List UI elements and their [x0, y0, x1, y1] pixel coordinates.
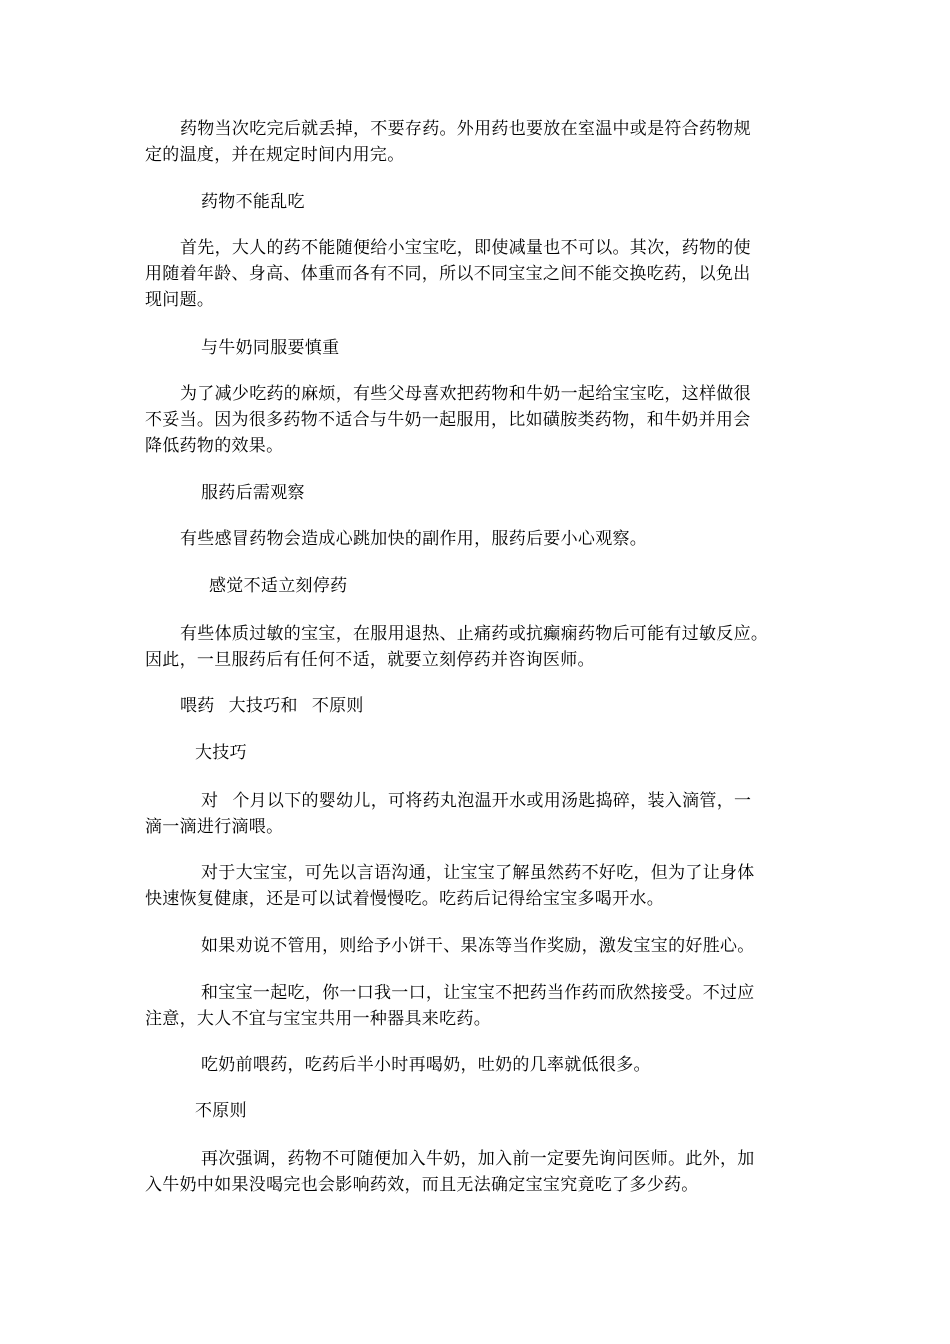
tip-reward-line-1: 如果劝说不管用，则给予小饼干、果冻等当作奖励，激发宝宝的好胜心。: [201, 936, 755, 956]
heading-stop-if-unwell: 感觉不适立刻停药: [209, 576, 348, 596]
paragraph-milk-line-2: 不妥当。因为很多药物不适合与牛奶一起服用，比如磺胺类药物，和牛奶并用会: [145, 410, 751, 430]
heading-feeding-part-3: 不原则: [311, 696, 364, 716]
paragraph-dispose-line-2: 定的温度，并在规定时间内用完。: [145, 145, 405, 165]
heading-feeding-tips-principles: [180, 694, 850, 718]
paragraph-milk-line-1: 为了减少吃药的麻烦，有些父母喜欢把药物和牛奶一起给宝宝吃，这样做很: [180, 384, 751, 404]
paragraph-allergy-line-1: 有些体质过敏的宝宝，在服用退热、止痛药或抗癫痫药物后可能有过敏反应。: [180, 624, 769, 644]
paragraph-observe-line-1: 有些感冒药物会造成心跳加快的副作用，服药后要小心观察。: [180, 529, 648, 549]
heading-feeding-part-1: 喂药: [180, 696, 215, 716]
paragraph-allergy-line-2: 因此，一旦服药后有任何不适，就要立刻停药并咨询医师。: [145, 650, 595, 670]
heading-milk-caution: 与牛奶同服要慎重: [201, 338, 340, 358]
paragraph-adult-medicine-line-1: 首先，大人的药不能随便给小宝宝吃，即使减量也不可以。其次，药物的使: [180, 238, 751, 258]
heading-principles: 不原则: [195, 1101, 247, 1121]
heading-no-random-medicine: 药物不能乱吃: [201, 192, 305, 212]
paragraph-dispose-line-1: 药物当次吃完后就丢掉，不要存药。外用药也要放在室温中或是符合药物规: [180, 119, 751, 139]
heading-tips: 大技巧: [195, 743, 247, 763]
tip-eat-together-line-1: 和宝宝一起吃，你一口我一口，让宝宝不把药当作药而欣然接受。不过应: [201, 983, 755, 1003]
paragraph-milk-line-3: 降低药物的效果。: [145, 436, 284, 456]
tip-older-baby-line-2: 快速恢复健康，还是可以试着慢慢吃。吃药后记得给宝宝多喝开水。: [145, 889, 664, 909]
principle-milk-line-2: 入牛奶中如果没喝完也会影响药效，而且无法确定宝宝究竟吃了多少药。: [145, 1175, 699, 1195]
tip-older-baby-line-1: 对于大宝宝，可先以言语沟通，让宝宝了解虽然药不好吃，但为了让身体: [201, 863, 755, 883]
tip-infant-part-2: 个月以下的婴幼儿，可将药丸泡温开水或用汤匙捣碎，装入滴管，一: [232, 791, 752, 811]
heading-observe-after: 服药后需观察: [201, 483, 305, 503]
paragraph-adult-medicine-line-3: 现问题。: [145, 290, 215, 310]
tip-before-milk-line-1: 吃奶前喂药，吃药后半小时再喝奶，吐奶的几率就低很多。: [201, 1055, 651, 1075]
tip-infant-line-1: [201, 789, 815, 813]
tip-eat-together-line-2: 注意，大人不宜与宝宝共用一种器具来吃药。: [145, 1009, 491, 1029]
heading-feeding-part-2: 大技巧和: [228, 696, 298, 716]
tip-infant-part-1: 对: [201, 791, 219, 811]
tip-infant-line-2: 滴一滴进行滴喂。: [145, 817, 284, 837]
principle-milk-line-1: 再次强调，药物不可随便加入牛奶，加入前一定要先询问医师。此外，加: [201, 1149, 755, 1169]
paragraph-adult-medicine-line-2: 用随着年龄、身高、体重而各有不同，所以不同宝宝之间不能交换吃药，以免出: [145, 264, 751, 284]
